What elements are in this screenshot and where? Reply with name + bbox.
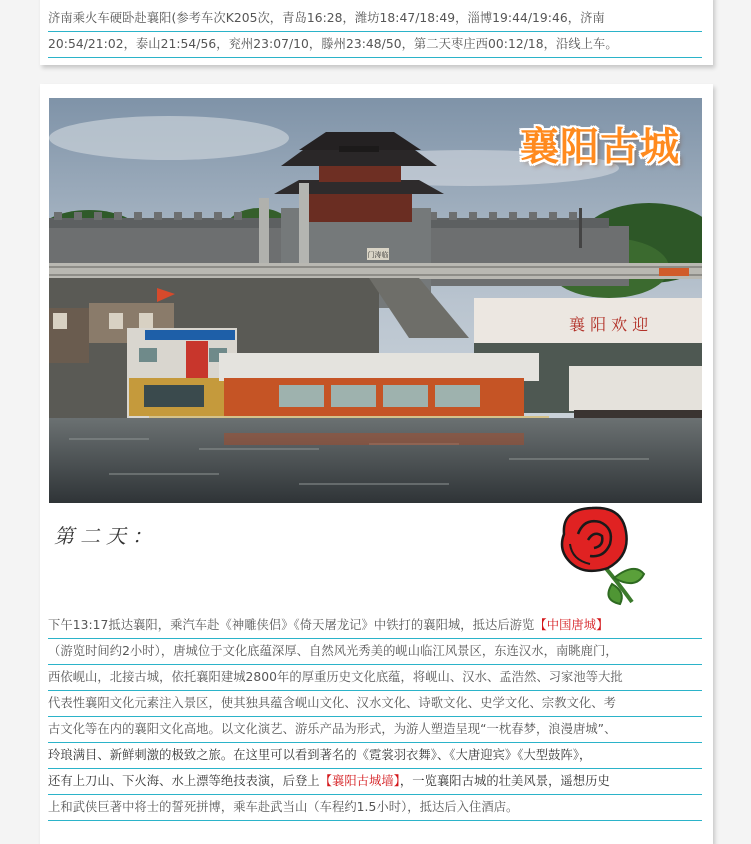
text-line: 代表性襄阳文化元素注入景区，使其独具蕴含岘山文化、汉水文化、诗歌文化、史学文化、宗教文化、考 [48, 691, 702, 717]
highlight-tang-city: 【中国唐城】 [534, 618, 609, 632]
gate-plaque: 门涛临 [367, 251, 389, 259]
welcome-banner-text: 襄 阳 欢 迎 [569, 315, 649, 334]
text-line: 济南乘火车硬卧赴襄阳(参考车次K205次，青岛16:28，潍坊18:47/18:49，淄博19:44/19:46，济南 [48, 6, 702, 32]
rose-icon [544, 504, 654, 606]
itinerary-text-top [48, 6, 702, 58]
text-line: （游览时间约2小时），唐城位于文化底蕴深厚、自然风光秀美的岘山临江风景区，东连汉水，南眺鹿门， [48, 639, 702, 665]
text-line: 玲琅满目、新鲜刺激的极致之旅。在这里可以看到著名的《霓裳羽衣舞》、《大唐迎宾》《大型鼓阵》， [48, 743, 702, 769]
itinerary-text-day2 [48, 613, 702, 821]
day-heading: 第二天： [54, 524, 158, 548]
photo-overlay-title: 襄阳古城 [519, 125, 680, 170]
text-segment: ，一览襄阳古城的壮美风景，遥想历史 [399, 774, 610, 788]
text-segment: 还有上刀山、下火海、水上漂等绝技表演，后登上 [48, 774, 320, 788]
text-line: 上和武侠巨著中将士的誓死拼博，乘车赴武当山（车程约1.5小时），抵达后入住酒店。 [48, 795, 702, 821]
text-line [48, 769, 702, 795]
highlight-city-wall: 【襄阳古城墙】 [319, 774, 400, 788]
text-line: 20:54/21:02，泰山21:54/56，兖州23:07/10，滕州23:48/50，第二天枣庄西00:12/18，沿线上车。 [48, 32, 702, 58]
xiangyang-ancient-city-photo [49, 98, 702, 503]
text-line: 西依岘山，北接古城，依托襄阳建城2800年的厚重历史文化底蕴，将岘山、汉水、孟浩然、习家池等大批 [48, 665, 702, 691]
text-segment: 下午13:17抵达襄阳，乘汽车赴《神雕侠侣》《倚天屠龙记》中铁打的襄阳城，抵达后游览 [48, 618, 535, 632]
text-line: 古文化等在内的襄阳文化高地。以文化演艺、游乐产品为形式，为游人塑造呈现“一枕春梦，浪漫唐城”、 [48, 717, 702, 743]
text-line [48, 613, 702, 639]
